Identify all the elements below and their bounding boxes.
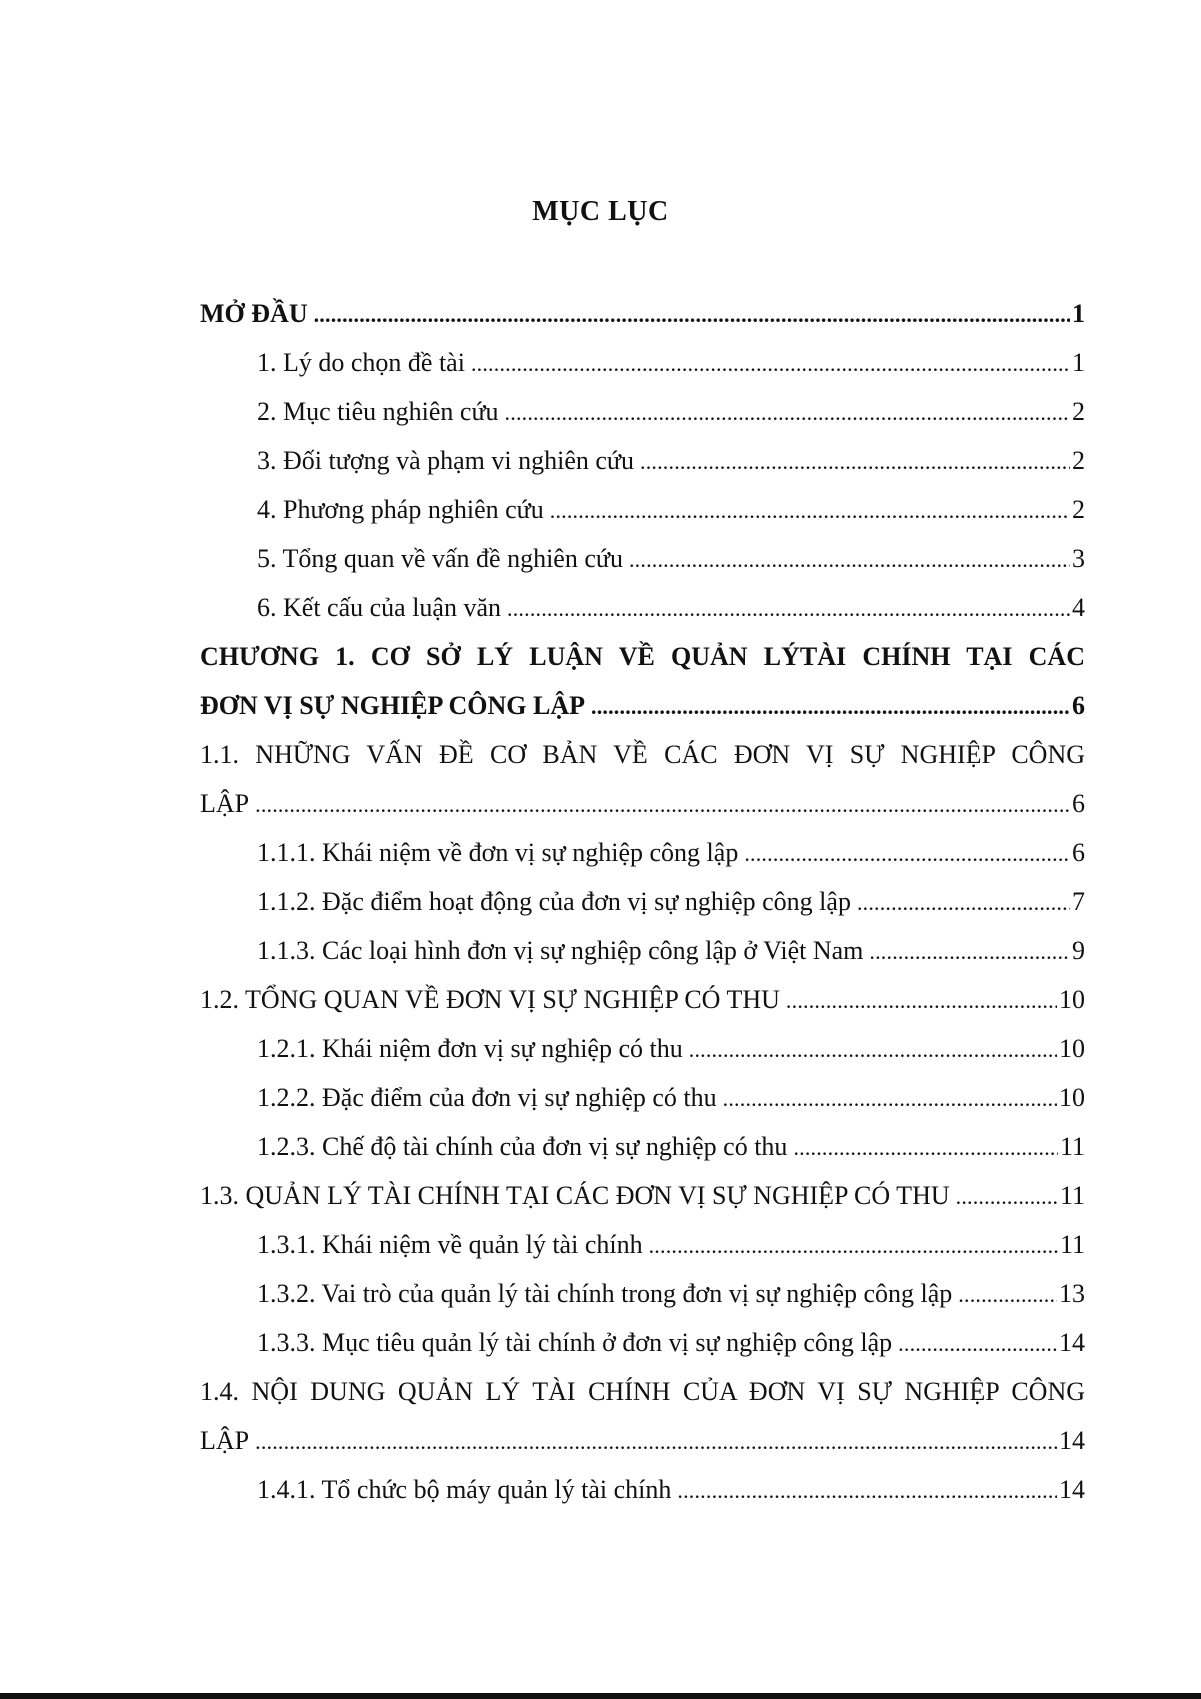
toc-entry-text: LẬP	[200, 789, 250, 818]
toc-entry-page: 2	[1072, 446, 1085, 475]
toc-entry-wrap-line: 1.4. NỘI DUNG QUẢN LÝ TÀI CHÍNH CỦA ĐƠN VỊ SỰ NGHIỆP CÔNG	[200, 1377, 1085, 1406]
toc-entry-text: MỞ ĐẦU	[200, 299, 308, 328]
toc-entry	[200, 397, 1085, 446]
toc-entry-text: 1.2.2. Đặc điểm của đơn vị sự nghiệp có thu	[257, 1083, 717, 1112]
toc-entry-page: 6	[1072, 838, 1085, 867]
dot-leader	[255, 1429, 1057, 1455]
dot-leader	[793, 1135, 1058, 1161]
toc-entry	[200, 348, 1085, 397]
toc-entry-page: 11	[1059, 1230, 1085, 1259]
page-title: MỤC LỤC	[532, 196, 669, 227]
toc-entry-text: 5. Tổng quan về vấn đề nghiên cứu	[257, 544, 623, 573]
toc-entry-text: 1.3.3. Mục tiêu quản lý tài chính ở đơn vị sự nghiệp công lập	[257, 1328, 893, 1357]
toc-entry-text: 1.2.1. Khái niệm đơn vị sự nghiệp có thu	[257, 1034, 683, 1063]
toc-entry-text: 1.3.2. Vai trò của quản lý tài chính trong đơn vị sự nghiệp công lập	[257, 1279, 953, 1308]
toc-entry-page: 6	[1072, 691, 1085, 720]
dot-leader	[677, 1478, 1057, 1504]
toc-entry	[200, 1034, 1085, 1083]
toc-entry-page: 10	[1059, 1034, 1085, 1063]
toc-entry-page: 14	[1059, 1426, 1085, 1455]
dot-leader	[649, 1233, 1058, 1259]
page-bottom-edge	[0, 1693, 1201, 1699]
dot-leader	[255, 792, 1070, 818]
toc-entry-text: 2. Mục tiêu nghiên cứu	[257, 397, 499, 426]
toc-entry	[200, 1426, 1085, 1475]
dot-leader	[723, 1086, 1057, 1112]
toc-entry	[200, 446, 1085, 495]
toc-entry	[200, 544, 1085, 593]
toc-entry-text: 1.2. TỔNG QUAN VỀ ĐƠN VỊ SỰ NGHIỆP CÓ THU	[200, 985, 780, 1014]
toc-entry-page: 10	[1059, 985, 1085, 1014]
toc-entry	[200, 1132, 1085, 1181]
table-of-contents	[200, 299, 1085, 1524]
toc-entry-text: 1.3. QUẢN LÝ TÀI CHÍNH TẠI CÁC ĐƠN VỊ SỰ NGHIỆP CÓ THU	[200, 1181, 950, 1210]
dot-leader	[689, 1037, 1057, 1063]
toc-entry-page: 2	[1072, 397, 1085, 426]
toc-entry-page: 1	[1072, 299, 1085, 328]
dot-leader	[958, 1282, 1057, 1308]
toc-entry	[200, 691, 1085, 740]
toc-entry-text: 1.4.1. Tổ chức bộ máy quản lý tài chính	[257, 1475, 672, 1504]
toc-entry-page: 4	[1072, 593, 1085, 622]
dot-leader	[898, 1331, 1057, 1357]
toc-entry	[200, 1475, 1085, 1524]
toc-entry	[200, 789, 1085, 838]
toc-entry-page: 14	[1059, 1328, 1085, 1357]
toc-entry-text: 6. Kết cấu của luận văn	[257, 593, 502, 622]
toc-entry-page: 14	[1059, 1475, 1085, 1504]
dot-leader	[471, 351, 1070, 377]
toc-entry	[200, 1279, 1085, 1328]
toc-entry-text: 4. Phương pháp nghiên cứu	[257, 495, 544, 524]
toc-entry	[200, 1230, 1085, 1279]
dot-leader	[591, 694, 1070, 720]
dot-leader	[786, 988, 1057, 1014]
toc-entry	[200, 936, 1085, 985]
dot-leader	[744, 841, 1070, 867]
dot-leader	[314, 302, 1070, 328]
toc-entry-text: 3. Đối tượng và phạm vi nghiên cứu	[257, 446, 634, 475]
toc-entry	[200, 1181, 1085, 1230]
dot-leader	[505, 400, 1070, 426]
toc-entry-text: ĐƠN VỊ SỰ NGHIỆP CÔNG LẬP	[200, 691, 585, 720]
toc-entry	[200, 985, 1085, 1034]
toc-entry-text: 1.1.3. Các loại hình đơn vị sự nghiệp công lập ở Việt Nam	[257, 936, 864, 965]
toc-entry-page: 13	[1059, 1279, 1085, 1308]
toc-entry-text: 1.3.1. Khái niệm về quản lý tài chính	[257, 1230, 643, 1259]
dot-leader	[857, 890, 1070, 916]
toc-entry-page: 11	[1059, 1181, 1085, 1210]
toc-entry	[200, 495, 1085, 544]
toc-entry-page: 6	[1072, 789, 1085, 818]
toc-entry-page: 3	[1072, 544, 1085, 573]
dot-leader	[507, 596, 1070, 622]
toc-entry-text: 1. Lý do chọn đề tài	[257, 348, 465, 377]
toc-entry	[200, 838, 1085, 887]
dot-leader	[640, 449, 1070, 475]
toc-entry	[200, 1328, 1085, 1377]
dot-leader	[629, 547, 1070, 573]
dot-leader	[956, 1184, 1058, 1210]
toc-entry-page: 7	[1072, 887, 1085, 916]
toc-entry-text: 1.2.3. Chế độ tài chính của đơn vị sự nghiệp có thu	[257, 1132, 788, 1161]
toc-entry-wrap-line: CHƯƠNG 1. CƠ SỞ LÝ LUẬN VỀ QUẢN LÝTÀI CHÍNH TẠI CÁC	[200, 642, 1085, 671]
toc-entry-text: LẬP	[200, 1426, 250, 1455]
dot-leader	[869, 939, 1070, 965]
toc-entry-page: 1	[1072, 348, 1085, 377]
toc-entry-page: 10	[1059, 1083, 1085, 1112]
toc-entry-text: 1.1.2. Đặc điểm hoạt động của đơn vị sự nghiệp công lập	[257, 887, 851, 916]
toc-entry	[200, 299, 1085, 348]
toc-entry-text: 1.1.1. Khái niệm về đơn vị sự nghiệp công lập	[257, 838, 739, 867]
toc-entry	[200, 887, 1085, 936]
toc-entry-page: 9	[1072, 936, 1085, 965]
dot-leader	[550, 498, 1070, 524]
toc-entry-wrap-line: 1.1. NHỮNG VẤN ĐỀ CƠ BẢN VỀ CÁC ĐƠN VỊ SỰ NGHIỆP CÔNG	[200, 740, 1085, 769]
toc-entry	[200, 1083, 1085, 1132]
toc-entry	[200, 593, 1085, 642]
toc-entry-page: 11	[1059, 1132, 1085, 1161]
toc-entry-page: 2	[1072, 495, 1085, 524]
